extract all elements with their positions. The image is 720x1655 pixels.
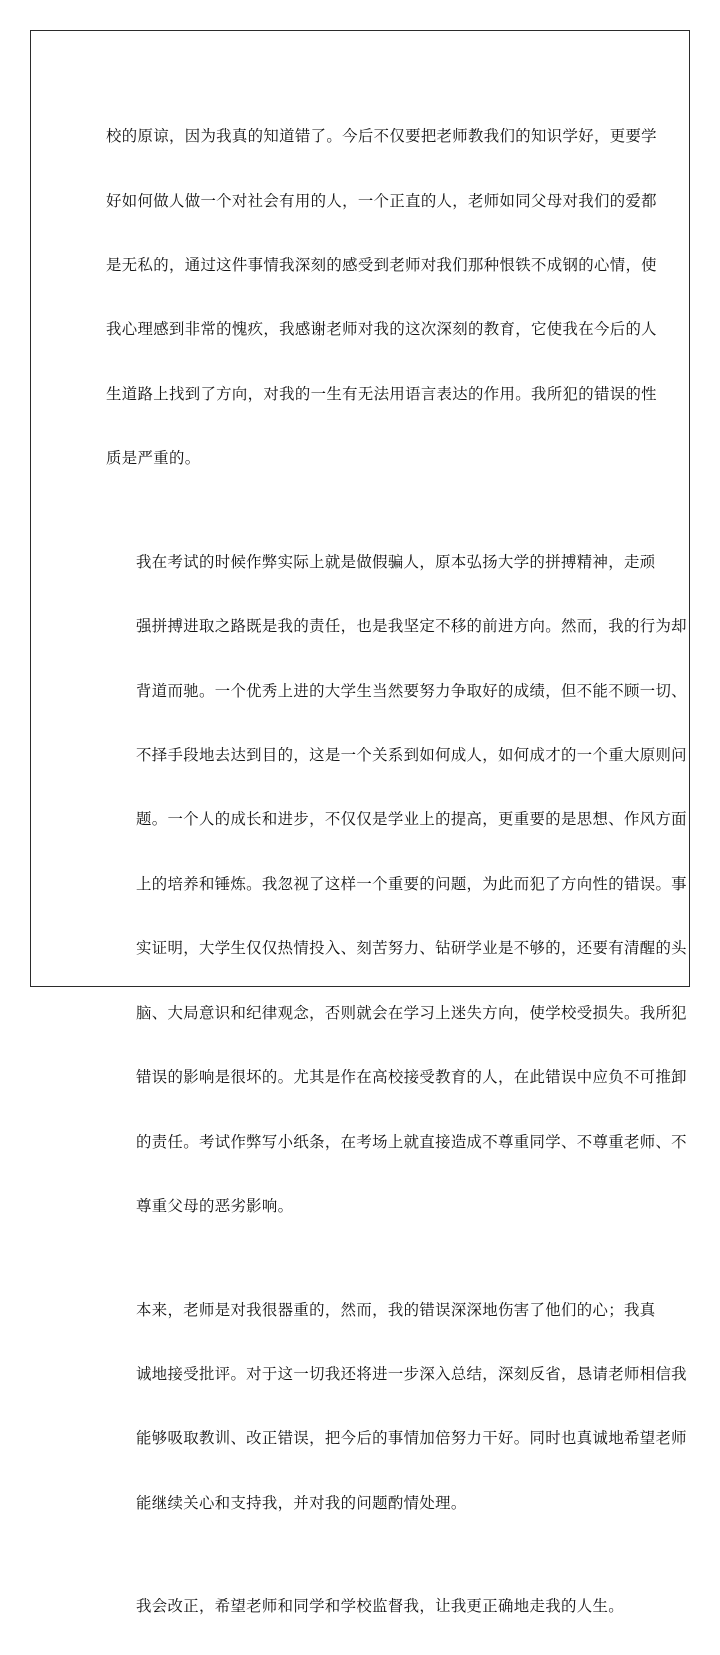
text-line: 质是严重的。 [106, 449, 201, 468]
text-line: 上的培养和锤炼。我忽视了这样一个重要的问题，为此而犯了方向性的错误。事 [136, 874, 687, 893]
text-line: 脑、大局意识和纪律观念，否则就会在学习上迷失方向，使学校受损失。我所犯 [136, 1003, 687, 1022]
text-line: 题。一个人的成长和进步，不仅仅是学业上的提高，更重要的是思想、作风方面 [136, 810, 687, 829]
paragraph-4 [106, 1558, 624, 1655]
document-body [106, 88, 687, 1655]
text-line: 我心理感到非常的愧疚，我感谢老师对我的这次深刻的教育，它使我在今后的人 [106, 320, 657, 339]
text-line: 校的原谅，因为我真的知道错了。今后不仅要把老师教我们的知识学好，更要学 [106, 127, 657, 146]
text-line: 生道路上找到了方向，对我的一生有无法用语言表达的作用。我所犯的错误的性 [106, 384, 657, 403]
text-line: 诚地接受批评。对于这一切我还将进一步深入总结，深刻反省，恳请老师相信我 [136, 1364, 687, 1383]
text-line: 错误的影响是很坏的。尤其是作在高校接受教育的人，在此错误中应负不可推卸 [136, 1068, 687, 1087]
text-line: 本来，老师是对我很器重的，然而，我的错误深深地伤害了他们的心；我真 [136, 1300, 656, 1319]
text-line: 我会改正，希望老师和同学和学校监督我，让我更正确地走我的人生。 [136, 1597, 624, 1616]
text-line: 强拼搏进取之路既是我的责任，也是我坚定不移的前进方向。然而，我的行为却 [136, 617, 687, 636]
paragraph-2 [106, 514, 687, 1255]
text-line: 的责任。考试作弊写小纸条，在考场上就直接造成不尊重同学、不尊重老师、不 [136, 1132, 687, 1151]
text-line: 能继续关心和支持我，并对我的问题酌情处理。 [136, 1493, 467, 1512]
paragraph-3 [106, 1261, 687, 1551]
text-line: 我在考试的时候作弊实际上就是做假骗人，原本弘扬大学的拼搏精神，走顽 [136, 552, 656, 571]
text-line: 实证明，大学生仅仅热情投入、刻苦努力、钻研学业是不够的，还要有清醒的头 [136, 939, 687, 958]
text-line: 尊重父母的恶劣影响。 [136, 1196, 294, 1215]
text-line: 背道而驰。一个优秀上进的大学生当然要努力争取好的成绩，但不能不顾一切、 [136, 681, 687, 700]
text-line: 不择手段地去达到目的，这是一个关系到如何成人，如何成才的一个重大原则问 [136, 746, 687, 765]
text-line: 是无私的，通过这件事情我深刻的感受到老师对我们那种恨铁不成钢的心情，使 [106, 256, 657, 275]
text-line: 好如何做人做一个对社会有用的人，一个正直的人，老师如同父母对我们的爱都 [106, 191, 657, 210]
paragraph-1 [106, 88, 657, 507]
text-line: 能够吸取教训、改正错误，把今后的事情加倍努力干好。同时也真诚地希望老师 [136, 1429, 687, 1448]
